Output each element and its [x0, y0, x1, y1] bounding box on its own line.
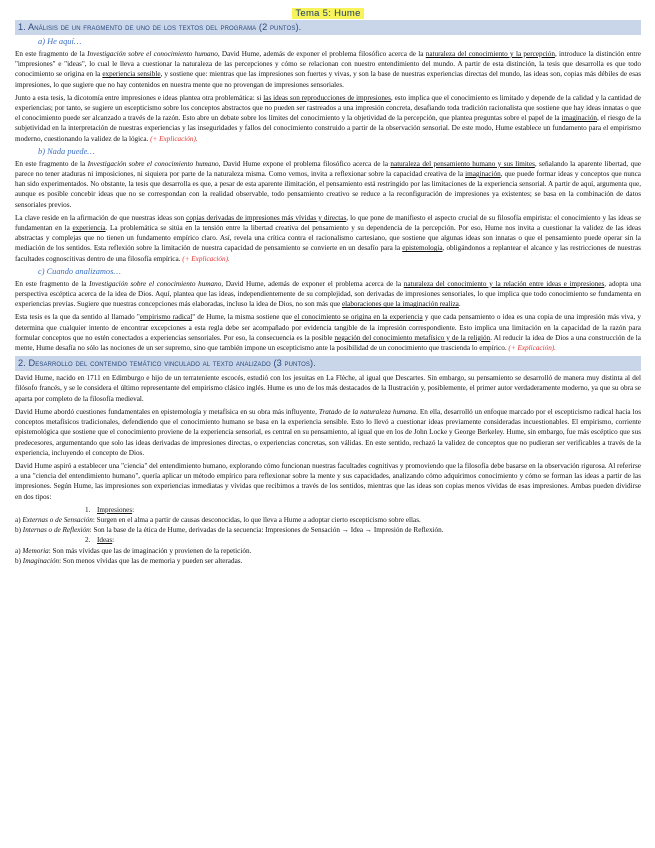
book-title: Investigación sobre el conocimiento humano: [87, 159, 219, 168]
list-item-ideas-b: b) Imaginación: Son menos vívidas que las de memoria y pueden ser alteradas.: [15, 556, 243, 565]
underlined-phrase: las ideas son reproducciones de impresiones: [263, 93, 391, 102]
paragraph-b2: La clave reside en la afirmación de que nuestras ideas son copias derivadas de impresiones más vívidas y directas, lo que pone de manifiesto el aspecto crucial de su filosofía empirista: el conocimiento y las ideas se fundamentan en la experiencia. La problemática se sitúa en la tensión entre la libertad creativa del pensamiento y su dependencia de la percepción. Por eso, Hume nos invita a cuestionar la validez de las ideas abstractas y complejas que no tienen un fundamento empírico claro. Así, revela una crítica contra el racionalismo cartesiano, que sostiene que algunas ideas son innatas o que el pensamiento puede operar sin la mediación de los sentidos. Esta reflexión sobre la limitación de nuestra capacidad de pensamiento se convierte en un desafío para la epistemología, obligándonos a replantear el alcance y las restricciones de nuestras facultades cognoscitivas dentro de una filosofía empírica. (+ Explicación).: [15, 213, 641, 263]
title-row: [15, 0, 641, 17]
paragraph-a1: En este fragmento de la Investigación sobre el conocimiento humano, David Hume, además de exponer el problema filosófico acerca de la naturaleza del conocimiento y la percepción, introduce la distinción entre "impresiones" e "ideas", lo cual le lleva a cuestionar la naturaleza de las percepciones y cómo se relacionan con nuestro entendimiento del mundo. A partir de esta distinción, la tesis que desarrolla es que todo conocimiento se origina en la experiencia sensible, y sostiene que: mientras que las impresiones son fuertes y vivas, y son la base de nuestras experiencias directas del mundo, las ideas son, copias más débiles de esas impresiones, lo que sugiere que no hay contenidos en nuestra mente que no provengan de impresiones sensoriales.: [15, 50, 642, 89]
section-1-heading: 1. Análisis de un fragmento de uno de los textos del programa (2 puntos).: [15, 20, 641, 35]
paragraph-2-1: David Hume, nacido en 1711 en Edimburgo e hijo de un terrateniente escocés, estudió con los jesuitas en La Flèche, al igual que Descartes. Sin embargo, su pensamiento se desarrolló de manera muy distinta al del filósofo francés, y se le considera el último representante del empirismo clásico inglés. Hume es uno de los más destacados de la Ilustración y, posiblemente, el primer autor verdaderamente moderno, ya que su obra se aparta por completo de la filosofía medieval.: [15, 374, 641, 403]
underlined-phrase: naturaleza del conocimiento y la percepción: [425, 50, 555, 58]
underlined-phrase: experiencia sensible: [102, 70, 161, 79]
underlined-phrase: naturaleza del conocimiento y la relación entre ideas e impresiones: [403, 279, 605, 288]
paragraph-c1: En este fragmento de la Investigación sobre el conocimiento humano, David Hume, además de exponer el problema acerca de la naturaleza del conocimiento y la relación entre ideas e impresiones, adopta una perspectiva escéptica acerca de la idea de Dios. Aquí, plantea que las ideas, independientemente de su complejidad, son derivadas de impresiones sensoriales, lo que implica que todo conocimiento se fundamenta en experiencias previas. Sugiere que nuestras concepciones más elaboradas, incluso la idea de Dios, no son más que elaboraciones que la imaginación realiza.: [15, 279, 641, 309]
underlined-phrase: naturaleza del pensamiento humano y sus límites: [390, 159, 535, 168]
list-item-ideas-a: a) Memoria: Son más vívidas que las de imaginación y provienen de la repetición.: [15, 546, 252, 555]
subsection-a-label: a) He aquí…: [38, 37, 82, 46]
underlined-phrase: imaginación: [465, 170, 501, 179]
underlined-phrase: experiencia: [72, 224, 106, 233]
book-title: Investigación sobre el conocimiento humano: [89, 279, 222, 288]
underlined-phrase: el conocimiento se origina en la experiencia: [294, 313, 423, 322]
subsection-b-label: b) Nada puede…: [38, 146, 95, 156]
explanation-note: (+ Explicación).: [182, 254, 230, 263]
list-item-ideas: 2. Ideas:: [85, 536, 115, 545]
paragraph-2-3: David Hume aspiró a establecer una "ciencia" del entendimiento humano, explorando cómo funcionan nuestras facultades cognitivas y promoviendo que la filosofía debe basarse en la observación rigurosa. Al referirse a una "ciencia del entendimiento humano", quería aplicar un método empírico para reflexionar sobre la mente y sus capacidades, analizando cómo adquirimos conocimiento y cómo se forman las ideas a partir de las impresiones. Según Hume, las impresiones son experiencias inmediatas y vívidas que recibimos a través de los sentidos, mientras que las ideas son copias menos vívidas de esas impresiones. Ambas pueden dividirse en dos tipos:: [15, 461, 641, 501]
page-title: Tema 5: Hume: [292, 8, 363, 19]
book-title: Investigación sobre el conocimiento humano: [87, 50, 218, 58]
underlined-phrase: epistemología: [402, 244, 443, 253]
list-item-impresiones: 1. Impresiones:: [85, 505, 135, 514]
paragraph-2-2: David Hume abordó cuestiones fundamentales en epistemología y metafísica en su obra más influyente, Tratado de la naturaleza humana. En ella, desarrolló un enfoque marcado por el escepticismo radical hacia los conceptos metafísicos tradicionales, defendiendo que el conocimiento humano se basa en la experiencia sensible. Esto lo llevó a cuestionar ideas previamente consideradas incuestionables. El empirismo, corriente epistemológica que sostiene que el conocimiento proviene de la experiencia sensorial, es central en su pensamiento, al igual que en los de John Locke y George Berkeley. Hume, sin embargo, fue más escéptico que sus predecesores, argumentando que solo las ideas derivadas de impresiones directas, o experiencias concretas, son válidas. En este sentido, rechazó la validez de conceptos que no pudieran ser verificables a través de la experiencia, incluyendo el concepto de Dios.: [15, 407, 641, 457]
underlined-phrase: copias derivadas de impresiones más vívidas y directas: [186, 213, 347, 222]
document-page: [15, 0, 641, 566]
section-2-heading: 2. Desarrollo del contenido temático vinculado al texto analizado (3 puntos).: [15, 356, 641, 371]
underlined-phrase: empirismo radical: [139, 313, 193, 322]
paragraph-c2: Esta tesis es la que da sentido al llamado "empirismo radical" de Hume, la misma sostiene que el conocimiento se origina en la experiencia y que cada pensamiento o idea es una copia de una impresión más viva, y determina que cualquier intento de encontrar excepciones a esta regla debe ser acompañado por evidencia tangible de la impresión correspondiente. Esto implica una limitación en la capacidad de la razón para formular conceptos que no estén conectados a experiencias sensoriales. Por eso, la consecuencia es la posible negación del conocimiento metafísico y de la religión. Al reducir la idea de Dios a una construcción de la mente, Hume desafía no sólo las nociones de un ser supremo, sino que también impone un escepticismo ante la posibilidad de un conocimiento que trascienda lo empírico. (+ Explicación).: [15, 313, 641, 353]
underlined-phrase: imaginación: [561, 114, 598, 123]
subsection-c-label: c) Cuando analizamos…: [38, 266, 121, 276]
list-item-impresiones-a: a) Externas o de Sensación: Surgen en el alma a partir de causas desconocidas, lo que lleva a Hume a adoptar cierto escepticismo sobre ellas.: [15, 515, 421, 524]
explanation-note: (+ Explicación).: [150, 134, 198, 143]
paragraph-a2: Junto a esta tesis, la dicotomía entre impresiones e ideas plantea otra problemática: si las ideas son reproducciones de impresiones, esto implica que el conocimiento es limitado y depende de la calidad y la cantidad de experiencias; por tanto, se sugiere un escepticismo sobre los conceptos abstractos que no pueden ser rastreados a una impresión concreta, desafiando toda tradición racionalista que sostiene que hay ideas innatas o que el conocimiento puede ser alcanzado a través de la razón. Esto abre un debate sobre los límites del conocimiento y la objetividad de la percepción, que plantea preguntas sobre el papel de la imaginación, el riesgo de la subjetividad en la interpretación de nuestras experiencias y las inseguridades y fallos del conocimiento construido a partir de la observación sensorial. De este modo, Hume establece un fundamento para el empirismo moderno, cuestionando la validez de la lógica. (+ Explicación).: [15, 93, 641, 143]
list-item-impresiones-b: b) Internas o de Reflexión: Son la base de la ética de Hume, derivadas de la secuencia: Impresiones de Sensación → Idea → Impresión de Reflexión.: [15, 526, 444, 535]
underlined-phrase: negación del conocimiento metafísico y de la religión: [334, 333, 491, 342]
book-title: Tratado de la naturaleza humana: [318, 407, 417, 416]
underlined-phrase: elaboraciones que la imaginación realiza: [341, 300, 459, 309]
paragraph-b1: En este fragmento de la Investigación sobre el conocimiento humano, David Hume expone el problema filosófico acerca de la naturaleza del pensamiento humano y sus límites, señalando la aparente libertad, que parece no tener ataduras ni imposiciones, ni siquiera por parte de la naturaleza misma. Como vemos, invita a reflexionar sobre la capacidad creativa de la imaginación, que puede formar ideas y conceptos que nunca han sido experimentados. No obstante, la tesis que desarrolla es que, a pesar de esta aparente ilimitación, el pensamiento está restringido por las limitaciones de la experiencia sensorial. A partir de aquí, argumenta que, aunque es posible concebir ideas que no se correspondan con la realidad observable, todo pensamiento creativo se reduce a la reconfiguración de impresiones ya existentes; se basa en la combinación de datos sensoriales previos.: [15, 159, 641, 209]
explanation-note: (+ Explicación).: [508, 344, 556, 353]
